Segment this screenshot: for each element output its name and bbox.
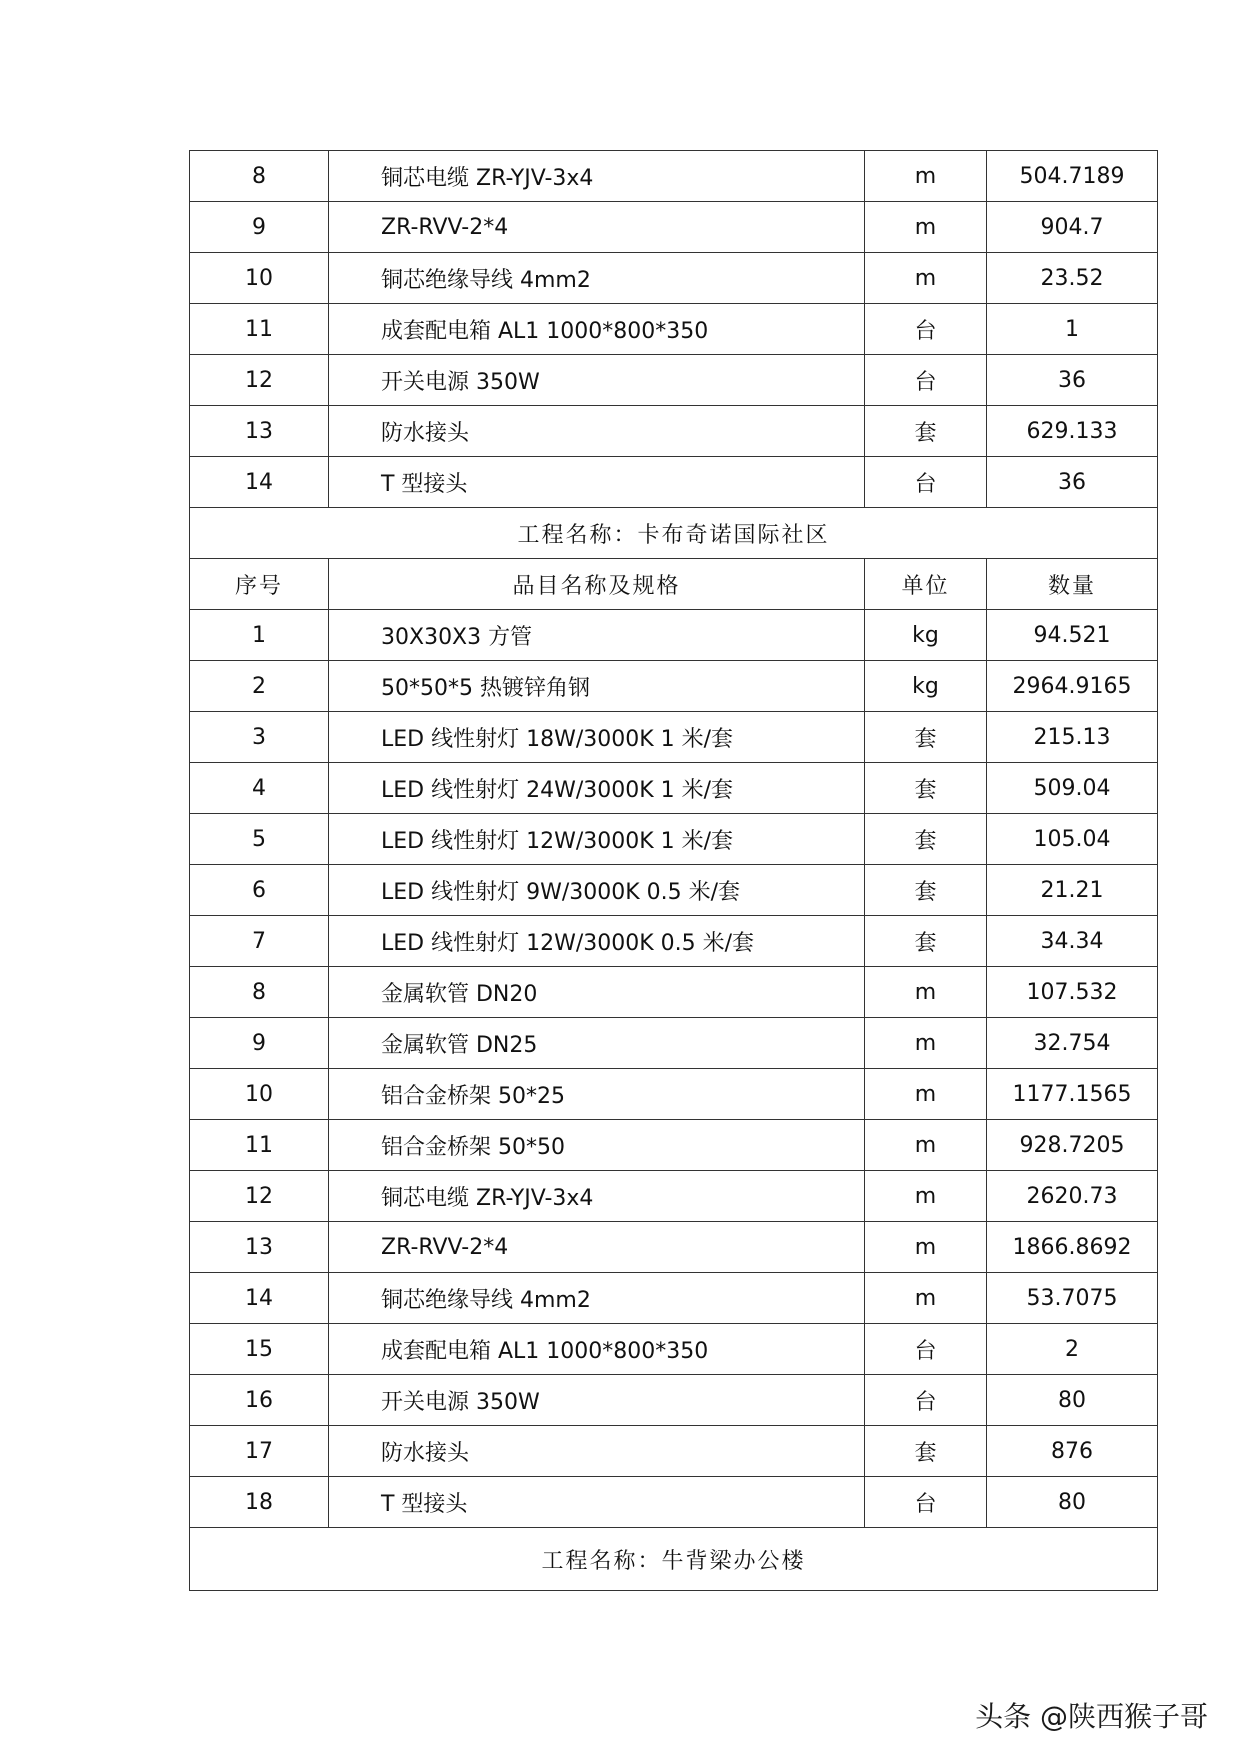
table-row: [190, 253, 1158, 304]
item-unit: m: [865, 1069, 987, 1120]
item-quantity: 2: [987, 1324, 1158, 1375]
item-name: 开关电源 350W: [329, 355, 865, 406]
row-number: 11: [190, 304, 329, 355]
item-name: 成套配电箱 AL1 1000*800*350: [329, 1324, 865, 1375]
item-unit: 套: [865, 763, 987, 814]
table-row: [190, 1171, 1158, 1222]
row-number: 10: [190, 253, 329, 304]
row-number: 1: [190, 610, 329, 661]
table-row: [190, 1120, 1158, 1171]
item-name: 铝合金桥架 50*50: [329, 1120, 865, 1171]
row-number: 12: [190, 1171, 329, 1222]
row-number: 15: [190, 1324, 329, 1375]
item-unit: m: [865, 967, 987, 1018]
table-row: [190, 202, 1158, 253]
row-number: 16: [190, 1375, 329, 1426]
header-name: 品目名称及规格: [329, 559, 865, 610]
item-quantity: 36: [987, 355, 1158, 406]
table-row: [190, 763, 1158, 814]
row-number: 4: [190, 763, 329, 814]
section-a-rows: [190, 151, 1158, 508]
item-quantity: 876: [987, 1426, 1158, 1477]
item-unit: 台: [865, 1477, 987, 1528]
item-quantity: 23.52: [987, 253, 1158, 304]
item-unit: kg: [865, 610, 987, 661]
item-unit: 套: [865, 712, 987, 763]
table-row: [190, 1273, 1158, 1324]
item-unit: 台: [865, 1324, 987, 1375]
table-row: [190, 916, 1158, 967]
item-quantity: 53.7075: [987, 1273, 1158, 1324]
item-unit: m: [865, 253, 987, 304]
table-row: [190, 151, 1158, 202]
row-number: 8: [190, 967, 329, 1018]
header-qty: 数量: [987, 559, 1158, 610]
item-name: T 型接头: [329, 457, 865, 508]
table-row: [190, 355, 1158, 406]
item-name: 金属软管 DN25: [329, 1018, 865, 1069]
item-name: 开关电源 350W: [329, 1375, 865, 1426]
row-number: 9: [190, 202, 329, 253]
item-unit: m: [865, 202, 987, 253]
table-row: [190, 406, 1158, 457]
row-number: 10: [190, 1069, 329, 1120]
item-unit: 套: [865, 406, 987, 457]
item-name: LED 线性射灯 18W/3000K 1 米/套: [329, 712, 865, 763]
item-name: 防水接头: [329, 406, 865, 457]
item-name: 铜芯电缆 ZR-YJV-3x4: [329, 1171, 865, 1222]
row-number: 5: [190, 814, 329, 865]
table-row: [190, 1426, 1158, 1477]
item-unit: 台: [865, 457, 987, 508]
item-quantity: 215.13: [987, 712, 1158, 763]
item-unit: 套: [865, 814, 987, 865]
row-number: 2: [190, 661, 329, 712]
table-row: [190, 1018, 1158, 1069]
item-unit: 套: [865, 1426, 987, 1477]
item-quantity: 80: [987, 1375, 1158, 1426]
item-quantity: 34.34: [987, 916, 1158, 967]
item-name: ZR-RVV-2*4: [329, 202, 865, 253]
header-unit: 单位: [865, 559, 987, 610]
item-name: 金属软管 DN20: [329, 967, 865, 1018]
row-number: 18: [190, 1477, 329, 1528]
item-quantity: 504.7189: [987, 151, 1158, 202]
row-number: 8: [190, 151, 329, 202]
item-quantity: 36: [987, 457, 1158, 508]
item-unit: m: [865, 1018, 987, 1069]
item-unit: m: [865, 1273, 987, 1324]
table-row: [190, 1222, 1158, 1273]
materials-table: [189, 150, 1158, 1591]
table-row: [190, 712, 1158, 763]
header-row: [190, 559, 1158, 610]
item-quantity: 2964.9165: [987, 661, 1158, 712]
project-title: 工程名称：牛背梁办公楼: [190, 1528, 1158, 1591]
item-unit: 台: [865, 1375, 987, 1426]
table-row: [190, 1375, 1158, 1426]
item-quantity: 1177.1565: [987, 1069, 1158, 1120]
watermark: 头条 @陕西猴子哥: [975, 1700, 1208, 1733]
project-c-title-row: [190, 1528, 1158, 1591]
item-quantity: 94.521: [987, 610, 1158, 661]
item-name: 铜芯电缆 ZR-YJV-3x4: [329, 151, 865, 202]
item-quantity: 1866.8692: [987, 1222, 1158, 1273]
table-row: [190, 457, 1158, 508]
row-number: 9: [190, 1018, 329, 1069]
item-name: 防水接头: [329, 1426, 865, 1477]
item-quantity: 80: [987, 1477, 1158, 1528]
table-row: [190, 967, 1158, 1018]
item-quantity: 1: [987, 304, 1158, 355]
item-quantity: 509.04: [987, 763, 1158, 814]
item-quantity: 32.754: [987, 1018, 1158, 1069]
item-quantity: 105.04: [987, 814, 1158, 865]
row-number: 13: [190, 406, 329, 457]
table-row: [190, 1069, 1158, 1120]
item-quantity: 2620.73: [987, 1171, 1158, 1222]
item-unit: m: [865, 1120, 987, 1171]
table-row: [190, 865, 1158, 916]
item-quantity: 629.133: [987, 406, 1158, 457]
table-row: [190, 610, 1158, 661]
item-unit: 套: [865, 865, 987, 916]
row-number: 3: [190, 712, 329, 763]
item-name: 成套配电箱 AL1 1000*800*350: [329, 304, 865, 355]
row-number: 17: [190, 1426, 329, 1477]
item-unit: 台: [865, 304, 987, 355]
header-no: 序号: [190, 559, 329, 610]
item-quantity: 107.532: [987, 967, 1158, 1018]
item-unit: kg: [865, 661, 987, 712]
item-name: T 型接头: [329, 1477, 865, 1528]
table-row: [190, 1324, 1158, 1375]
table-row: [190, 1477, 1158, 1528]
item-name: 铝合金桥架 50*25: [329, 1069, 865, 1120]
table-row: [190, 661, 1158, 712]
table-row: [190, 304, 1158, 355]
item-name: LED 线性射灯 12W/3000K 0.5 米/套: [329, 916, 865, 967]
row-number: 6: [190, 865, 329, 916]
item-name: LED 线性射灯 24W/3000K 1 米/套: [329, 763, 865, 814]
item-name: 30X30X3 方管: [329, 610, 865, 661]
row-number: 7: [190, 916, 329, 967]
item-quantity: 21.21: [987, 865, 1158, 916]
project-b-title-row: [190, 508, 1158, 610]
table-row: [190, 814, 1158, 865]
item-quantity: 928.7205: [987, 1120, 1158, 1171]
project-title: 工程名称：卡布奇诺国际社区: [190, 508, 1158, 559]
item-name: ZR-RVV-2*4: [329, 1222, 865, 1273]
row-number: 14: [190, 457, 329, 508]
item-unit: m: [865, 1171, 987, 1222]
row-number: 14: [190, 1273, 329, 1324]
row-number: 13: [190, 1222, 329, 1273]
row-number: 12: [190, 355, 329, 406]
item-name: 铜芯绝缘导线 4mm2: [329, 253, 865, 304]
item-unit: 台: [865, 355, 987, 406]
item-name: LED 线性射灯 9W/3000K 0.5 米/套: [329, 865, 865, 916]
item-unit: 套: [865, 916, 987, 967]
item-unit: m: [865, 151, 987, 202]
item-name: 50*50*5 热镀锌角钢: [329, 661, 865, 712]
section-b-rows: [190, 610, 1158, 1528]
item-unit: m: [865, 1222, 987, 1273]
item-name: 铜芯绝缘导线 4mm2: [329, 1273, 865, 1324]
item-quantity: 904.7: [987, 202, 1158, 253]
item-name: LED 线性射灯 12W/3000K 1 米/套: [329, 814, 865, 865]
row-number: 11: [190, 1120, 329, 1171]
